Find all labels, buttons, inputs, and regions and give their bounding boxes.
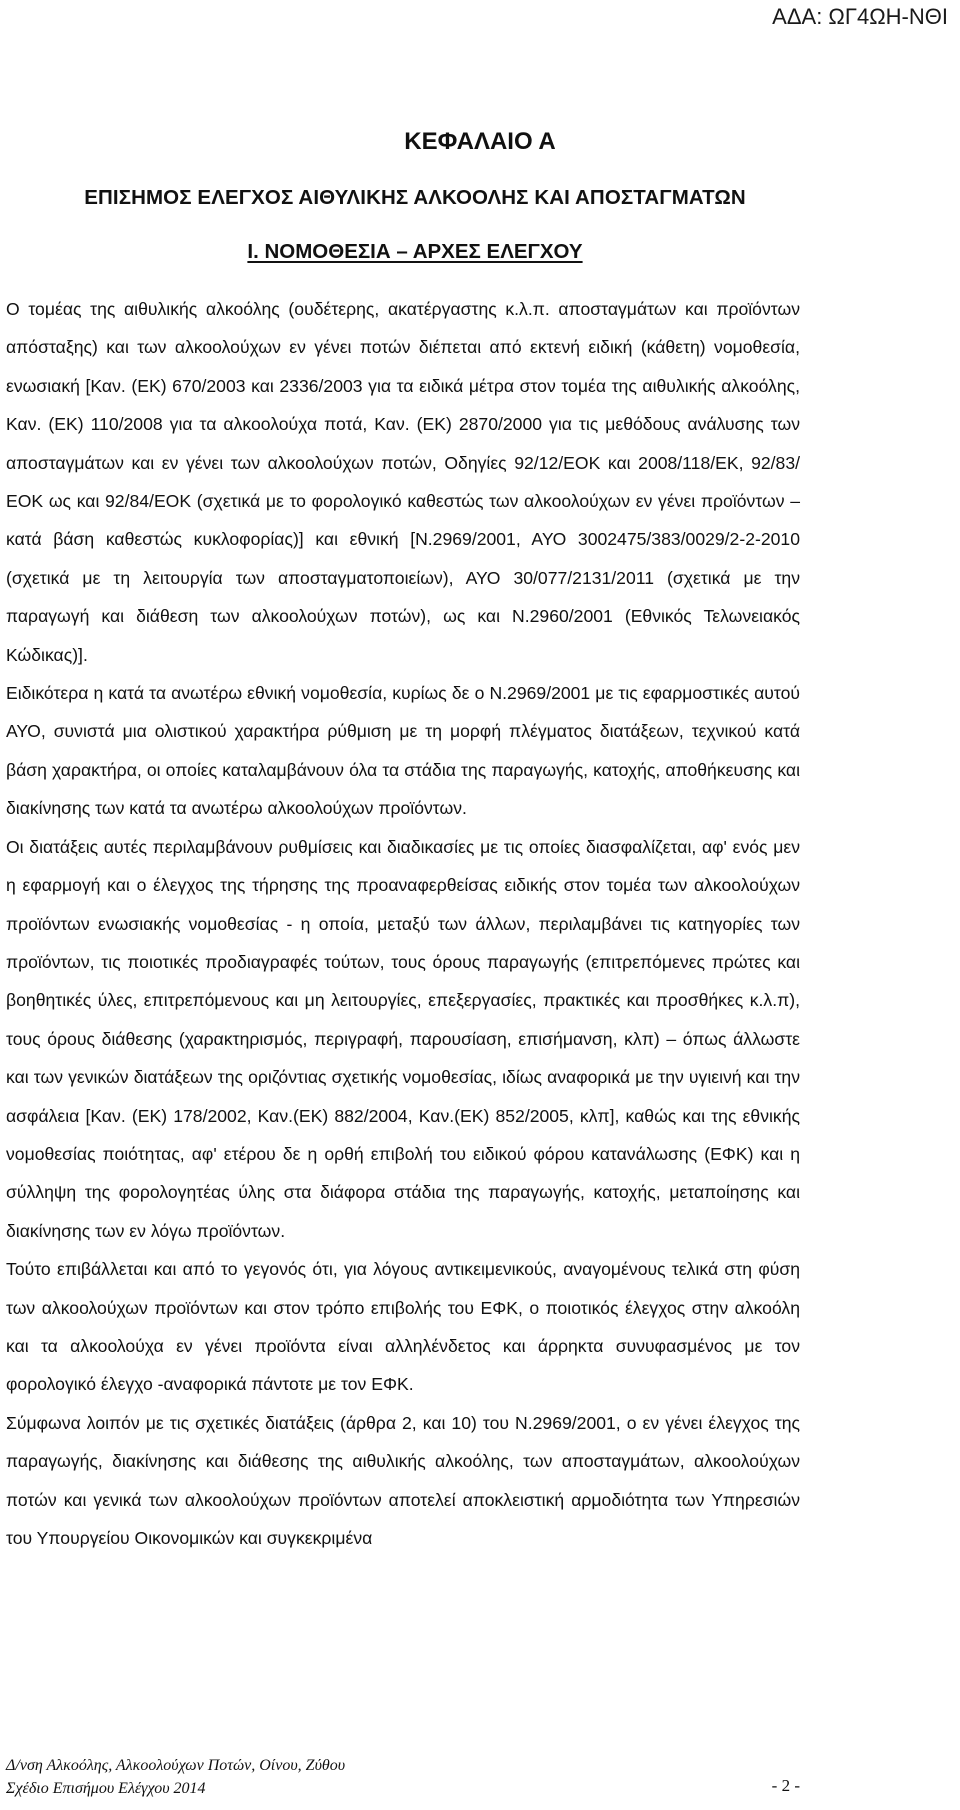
footer-plan-title: Σχέδιο Επισήμου Ελέγχου 2014 [6,1780,206,1797]
page-number: - 2 - [771,1776,800,1795]
ada-code: ΑΔΑ: ΩΓ4ΩΗ-ΝΘΙ [772,4,948,29]
paragraph: Ο τομέας της αιθυλικής αλκοόλης (ουδέτερης, ακατέργαστης κ.λ.π. αποσταγμάτων και προϊόντων απόσταξης) και των αλκοολούχων εν γένει ποτών διέπεται από εκτενή ειδική (κάθετη) νομοθεσία, ενωσιακή [Καν. (ΕΚ) 670/2003 και 2336/2003 για τα ειδικά μέτρα στον τομέα της αιθυλικής αλκοόλης, Καν. (ΕΚ) 110/2008 για τα αλκοολούχα ποτά, Καν. (ΕΚ) 2870/2000 για τις μεθόδους ανάλυσης των αποσταγμάτων και εν γένει των αλκοολούχων ποτών, Οδηγίες 92/12/ΕΟΚ και 2008/118/ΕΚ, 92/83/ΕΟΚ ως και 92/84/ΕΟΚ (σχετικά με το φορολογικό καθεστώς των αλκοολούχων εν γένει προϊόντων – κατά βάση καθεστώς κυκλοφορίας)] και εθνική [Ν.2969/2001, ΑΥΟ 3002475/383/0029/2-2-2010 (σχετικά με τη λειτουργία των αποσταγματοποιείων), ΑΥΟ 30/077/2131/2011 (σχετικά με την παραγωγή και διάθεση των αλκοολούχων ποτών), ως και Ν.2960/2001 (Εθνικός Τελωνειακός Κώδικας)]. [6,299,800,665]
footer-department: Δ/νση Αλκοόλης, Αλκοολούχων Ποτών, Οίνου, Ζύθου [6,1757,346,1774]
paragraph: Οι διατάξεις αυτές περιλαμβάνουν ρυθμίσεις και διαδικασίες με τις οποίες διασφαλίζεται, αφ' ενός μεν η εφαρμογή και ο έλεγχος της τήρησης της προαναφερθείσας ειδικής στον τομέα των αλκοολούχων προϊόντων ενωσιακής νομοθεσίας - η οποία, μεταξύ των άλλων, περιλαμβάνει τις κατηγορίες των προϊόντων, τις ποιοτικές προδιαγραφές τούτων, τους όρους παραγωγής (επιτρεπόμενες πρώτες και βοηθητικές ύλες, επιτρεπόμενους και μη λειτουργίες, επεξεργασίες, πρακτικές και προσθήκες κ.λ.π), τους όρους διάθεσης (χαρακτηρισμός, περιγραφή, παρουσίαση, επισήμανση, κλπ) – όπως άλλωστε και των γενικών διατάξεων της οριζόντιας σχετικής νομοθεσίας, ιδίως αναφορικά με την υγιεινή και την ασφάλεια [Καν. (ΕΚ) 178/2002, Καν.(ΕΚ) 882/2004, Καν.(ΕΚ) 852/2005, κλπ], καθώς και της εθνικής νομοθεσίας ποιότητας, αφ' ετέρου δε η ορθή επιβολή του ειδικού φόρου κατανάλωσης (ΕΦΚ) και η σύλληψη της φορολογητέας ύλης στα διάφορα στάδια της παραγωγής, κατοχής, μεταποίησης και διακίνησης των εν λόγω προϊόντων. [6,836,800,1241]
paragraph: Ειδικότερα η κατά τα ανωτέρω εθνική νομοθεσία, κυρίως δε ο Ν.2969/2001 με τις εφαρμοστικές αυτού ΑΥΟ, συνιστά μια ολιστικού χαρακτήρα ρύθμιση με τη μορφή πλέγματος διατάξεων, τεχνικού κατά βάση χαρακτήρα, οι οποίες καταλαμβάνουν όλα τα στάδια της παραγωγής, κατοχής, αποθήκευσης και διακίνησης των κατά τα ανωτέρω αλκοολούχων προϊόντων. [6,683,800,819]
chapter-heading: ΚΕΦΑΛΑΙΟ Α [404,128,556,155]
paragraph: Σύμφωνα λοιπόν με τις σχετικές διατάξεις (άρθρα 2, και 10) του Ν.2969/2001, ο εν γένει έλεγχος της παραγωγής, διακίνησης και διάθεσης της αιθυλικής αλκοόλης, των αποσταγμάτων, αλκοολούχων ποτών και γενικά των αλκοολούχων προϊόντων αποτελεί αποκλειστική αρμοδιότητα των Υπηρεσιών του Υπουργείου Οικονομικών και συγκεκριμένα [6,1412,800,1548]
document-title: ΕΠΙΣΗΜΟΣ ΕΛΕΓΧΟΣ ΑΙΘΥΛΙΚΗΣ ΑΛΚΟΟΛΗΣ ΚΑΙ ΑΠΟΣΤΑΓΜΑΤΩΝ [84,186,746,209]
document-body [6,290,800,1557]
section-heading-text: Ι. ΝΟΜΟΘΕΣΙΑ – ΑΡΧΕΣ ΕΛΕΓΧΟΥ [247,240,583,263]
section-heading [0,240,830,264]
page-footer [6,1754,800,1800]
paragraph: Τούτο επιβάλλεται και από το γεγονός ότι, για λόγους αντικειμενικούς, αναγομένους τελικά στη φύση των αλκοολούχων προϊόντων και στον τρόπο επιβολής του ΕΦΚ, ο ποιοτικός έλεγχος στην αλκοόλη και τα αλκοολούχα εν γένει προϊόντα είναι αλληλένδετος και άρρηκτα συνυφασμένος με τον φορολογικό έλεγχο -αναφορικά πάντοτε με τον ΕΦΚ. [6,1259,800,1395]
